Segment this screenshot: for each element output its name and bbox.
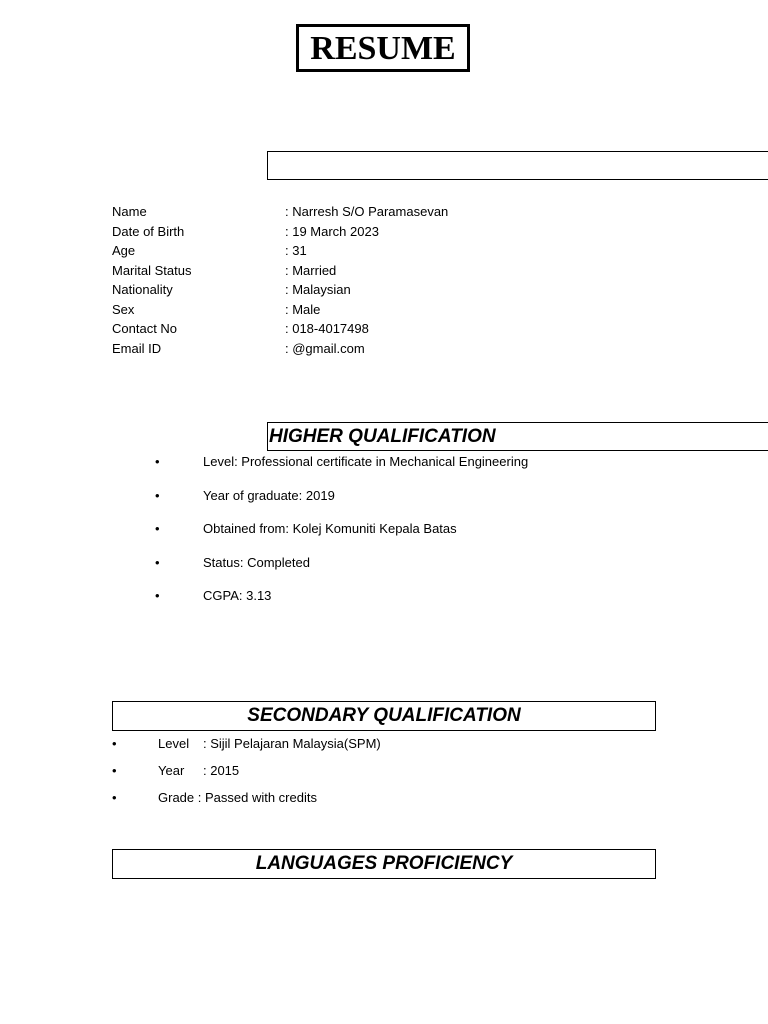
list-item-text: Year of graduate: 2019 — [203, 487, 335, 503]
bullet-icon: • — [155, 454, 160, 469]
empty-heading-box — [267, 151, 768, 180]
info-value: : Male — [285, 301, 321, 317]
bullet-icon: • — [112, 736, 117, 751]
info-label: Contact No — [112, 321, 178, 336]
bullet-icon: • — [112, 790, 117, 805]
resume-title-box — [296, 24, 470, 72]
bullet-icon: • — [155, 487, 160, 503]
info-label: Sex — [112, 301, 135, 317]
languages-heading: LANGUAGES PROFICIENCY — [255, 853, 513, 874]
resume-title: RESUME — [310, 30, 456, 67]
info-label: Name — [112, 204, 147, 219]
list-item-key: Year — [158, 763, 185, 778]
info-label: Email ID — [112, 340, 162, 356]
secondary-qualification-heading-box — [112, 701, 656, 731]
higher-qualification-heading-box — [267, 422, 768, 451]
info-label: Date of Birth — [112, 223, 185, 239]
info-label: Age — [112, 243, 136, 258]
info-value: : Malaysian — [285, 282, 351, 297]
list-item-text: Obtained from: Kolej Komuniti Kepala Batas — [203, 521, 457, 536]
list-item-text: Level: Professional certificate in Mechanical Engineering — [203, 454, 529, 469]
info-value: : Married — [285, 262, 337, 278]
bullet-icon: • — [155, 588, 160, 603]
list-item-text: Status: Completed — [203, 554, 310, 570]
secondary-qualification-heading: SECONDARY QUALIFICATION — [247, 705, 521, 726]
list-item-key: Grade : Passed with credits — [158, 790, 317, 805]
list-item-key: Level — [158, 736, 190, 751]
higher-qualification-heading: HIGHER QUALIFICATION — [269, 426, 496, 447]
bullet-icon: • — [155, 521, 160, 536]
info-value: : @gmail.com — [285, 340, 365, 356]
info-label: Marital Status — [112, 262, 192, 278]
info-value: : 19 March 2023 — [285, 223, 379, 239]
info-value: : Narresh S/O Paramasevan — [285, 204, 449, 219]
list-item-text: CGPA: 3.13 — [203, 588, 272, 603]
info-label: Nationality — [112, 282, 173, 297]
bullet-icon: • — [155, 554, 160, 570]
info-value: : 31 — [285, 243, 307, 258]
list-item-value: : Sijil Pelajaran Malaysia(SPM) — [203, 736, 381, 751]
list-item-value: : 2015 — [203, 763, 240, 778]
info-value: : 018-4017498 — [285, 321, 369, 336]
bullet-icon: • — [112, 763, 117, 778]
languages-heading-box — [112, 849, 656, 879]
